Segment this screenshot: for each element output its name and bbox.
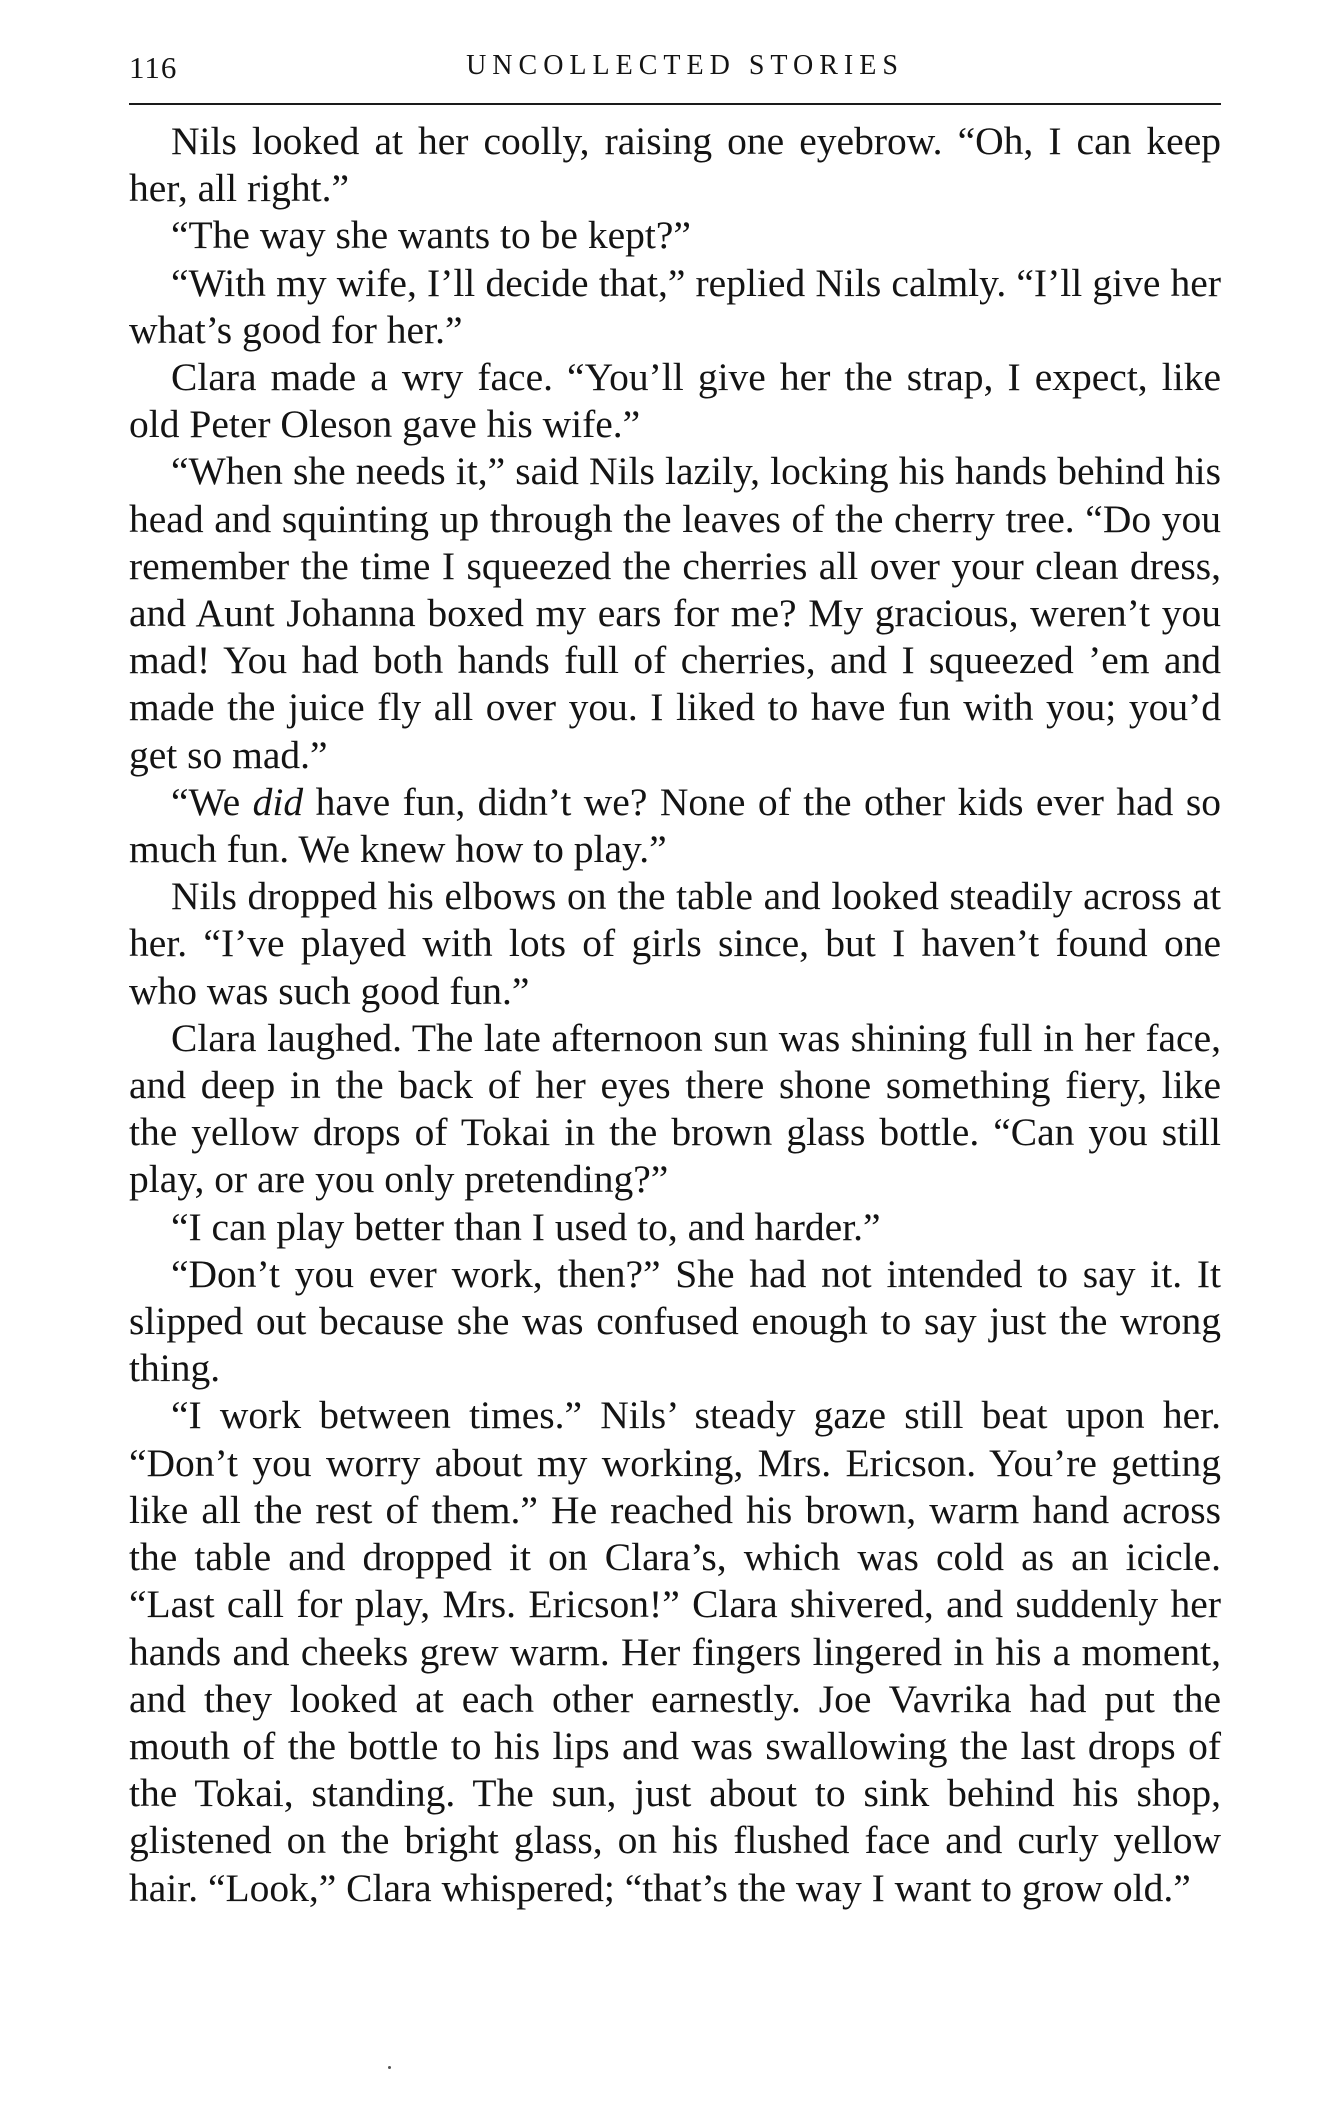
header-rule [129,103,1221,105]
emphasized-word: did [252,779,304,824]
paragraph: Clara laughed. The late afternoon sun was shining full in her face, and deep in the back of her eyes there shone something fiery, like the yellow drops of Tokai in the brown glass bottle. “Can you still play, or are you only pretending?” [129,1015,1221,1202]
paragraph: “When she needs it,” said Nils lazily, locking his hands behind his head and squinting up through the leaves of the cherry tree. “Do you remember the time I squeezed the cherries all over your clean dress, and Aunt Johanna boxed my ears for me? My gracious, weren’t you mad! You had both hands full of cherries, and I squeezed ’em and made the juice fly all over you. I liked to have fun with you; you’d get so mad.” [129,449,1221,777]
paragraph-with-emphasis [129,779,1221,873]
story-text [129,118,1221,1912]
page-header [129,44,1221,100]
paragraph: Nils looked at her coolly, raising one eyebrow. “Oh, I can keep her, all right.” [129,119,1221,211]
paragraph-text: “We [171,779,253,824]
page-number: 116 [129,50,178,85]
paragraph: “Don’t you ever work, then?” She had not intended to say it. It slipped out because she was confused enough to say just the wrong thing. [129,1251,1221,1391]
print-speck [388,2066,391,2069]
running-title: UNCOLLECTED STORIES [466,50,904,81]
paragraph: “With my wife, I’ll decide that,” replied Nils calmly. “I’ll give her what’s good for her.” [129,260,1221,352]
paragraph: “The way she wants to be kept?” [171,213,691,258]
paragraph: Clara made a wry face. “You’ll give her the strap, I expect, like old Peter Oleson gave his wife.” [129,355,1221,447]
paragraph-text: have fun, didn’t we? None of the other kids ever had so much fun. We knew how to play.” [129,779,1222,872]
paragraph: “I can play better than I used to, and harder.” [171,1204,881,1249]
paragraph: “I work between times.” Nils’ steady gaze still beat upon her. “Don’t you worry about my working, Mrs. Ericson. You’re getting like all the rest of them.” He reached his brown, warm hand across the table and dropped it on Clara’s, which was cold as an icicle. “Last call for play, Mrs. Ericson!” Clara shivered, and suddenly her hands and cheeks grew warm. Her fingers lingered in his a moment, and they looked at each other earnestly. Joe Vavrika had put the mouth of the bottle to his lips and was swallowing the last drops of the Tokai, standing. The sun, just about to sink behind his shop, glistened on the bright glass, on his flushed face and curly yellow hair. “Look,” Clara whispered; “that’s the way I want to grow old.” [129,1393,1221,1910]
paragraph: Nils dropped his elbows on the table and looked steadily across at her. “I’ve played with lots of girls since, but I haven’t found one who was such good fun.” [129,874,1221,1013]
